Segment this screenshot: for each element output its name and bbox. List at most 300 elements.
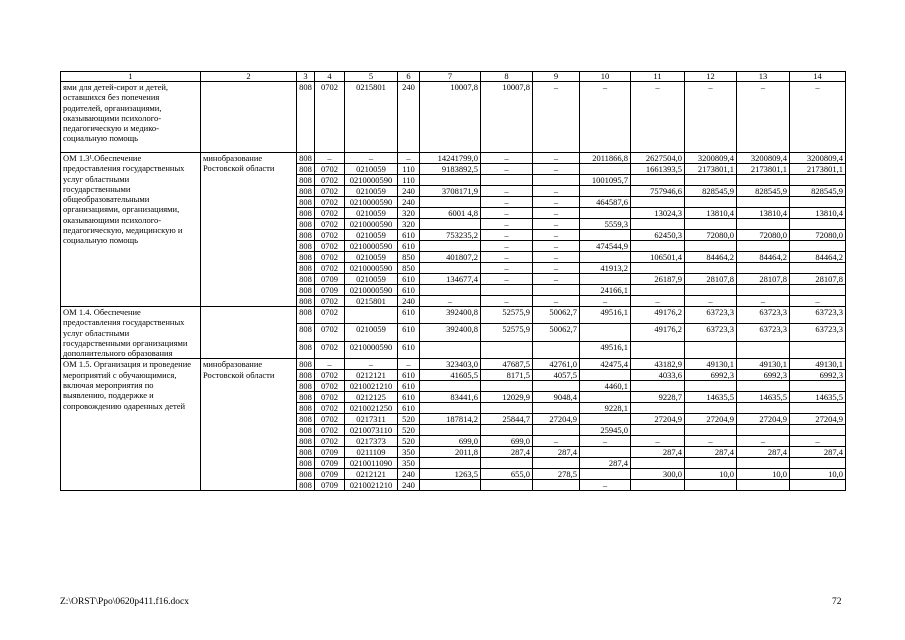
amount-cell [790, 175, 846, 186]
amount-cell: 474544,9 [580, 241, 631, 252]
column-header: 5 [345, 72, 398, 82]
code-cell: 0702 [315, 186, 345, 197]
amount-cell: 27204,9 [737, 414, 790, 425]
amount-cell [790, 403, 846, 414]
table-row [61, 82, 846, 153]
code-cell: 0702 [315, 341, 345, 359]
amount-cell [685, 480, 737, 491]
amount-cell: 10,0 [790, 469, 846, 480]
code-cell: 350 [398, 447, 420, 458]
code-cell: 808 [297, 469, 315, 480]
code-cell: 610 [398, 274, 420, 285]
amount-cell: 401807,2 [420, 252, 481, 263]
code-cell: 610 [398, 324, 420, 341]
amount-cell: 6992,3 [737, 370, 790, 381]
code-cell: 850 [398, 252, 420, 263]
amount-cell [737, 458, 790, 469]
table-row [61, 153, 846, 164]
amount-cell: 392400,8 [420, 324, 481, 341]
amount-cell: 14635,5 [685, 392, 737, 403]
amount-cell: 287,4 [481, 447, 533, 458]
amount-cell: – [533, 241, 580, 252]
code-cell: 0210000590 [345, 175, 398, 186]
amount-cell: 828545,9 [737, 186, 790, 197]
amount-cell: 13810,4 [790, 208, 846, 219]
amount-cell: 27204,9 [631, 414, 685, 425]
amount-cell: 27204,9 [790, 414, 846, 425]
amount-cell: 14635,5 [737, 392, 790, 403]
code-cell: 240 [398, 296, 420, 307]
amount-cell: 323403,0 [420, 359, 481, 370]
code-cell: 0210059 [345, 186, 398, 197]
amount-cell [737, 241, 790, 252]
amount-cell [420, 381, 481, 392]
amount-cell: 49516,1 [580, 341, 631, 359]
amount-cell: 757946,6 [631, 186, 685, 197]
amount-cell [420, 425, 481, 436]
code-cell: 0210000590 [345, 219, 398, 230]
amount-cell: 42475,4 [580, 359, 631, 370]
code-cell: 808 [297, 241, 315, 252]
amount-cell: 287,4 [737, 447, 790, 458]
amount-cell: – [481, 296, 533, 307]
amount-cell [790, 263, 846, 274]
amount-cell [580, 447, 631, 458]
amount-cell: – [685, 82, 737, 153]
amount-cell: 72080,0 [737, 230, 790, 241]
amount-cell [790, 381, 846, 392]
amount-cell: 287,4 [533, 447, 580, 458]
amount-cell: – [580, 82, 631, 153]
amount-cell [685, 341, 737, 359]
amount-cell: – [481, 208, 533, 219]
measure-description: ОМ 1.4. Обеспечение предоставления государственных услуг областными государственными организациями дополнительного образования [61, 307, 201, 359]
amount-cell: 300,0 [631, 469, 685, 480]
amount-cell [685, 458, 737, 469]
code-cell: 0709 [315, 458, 345, 469]
amount-cell [481, 458, 533, 469]
amount-cell [420, 241, 481, 252]
amount-cell [737, 197, 790, 208]
amount-cell [420, 285, 481, 296]
amount-cell [631, 241, 685, 252]
amount-cell: – [481, 164, 533, 175]
amount-cell: – [533, 186, 580, 197]
code-cell: 520 [398, 414, 420, 425]
amount-cell [631, 425, 685, 436]
code-cell: 0210059 [345, 274, 398, 285]
amount-cell [533, 285, 580, 296]
amount-cell: 6992,3 [685, 370, 737, 381]
amount-cell [737, 341, 790, 359]
amount-cell [420, 458, 481, 469]
amount-cell [790, 341, 846, 359]
amount-cell: 10007,8 [481, 82, 533, 153]
code-cell: 808 [297, 82, 315, 153]
amount-cell: 1661393,5 [631, 164, 685, 175]
code-cell: 808 [297, 480, 315, 491]
amount-cell [737, 175, 790, 186]
amount-cell: 13810,4 [685, 208, 737, 219]
amount-cell: 3200809,4 [790, 153, 846, 164]
code-cell: 850 [398, 263, 420, 274]
amount-cell: – [737, 296, 790, 307]
code-cell: 0702 [315, 208, 345, 219]
code-cell: 0210059 [345, 252, 398, 263]
code-cell: 0210059 [345, 324, 398, 341]
amount-cell [580, 414, 631, 425]
code-cell: 0702 [315, 436, 345, 447]
amount-cell [685, 285, 737, 296]
column-header: 8 [481, 72, 533, 82]
amount-cell [737, 285, 790, 296]
amount-cell: 9228,1 [580, 403, 631, 414]
amount-cell [580, 324, 631, 341]
amount-cell: – [533, 230, 580, 241]
amount-cell: 464587,6 [580, 197, 631, 208]
code-cell: 808 [297, 164, 315, 175]
amount-cell: 49516,1 [580, 307, 631, 324]
amount-cell: 12029,9 [481, 392, 533, 403]
amount-cell [737, 263, 790, 274]
amount-cell: – [685, 436, 737, 447]
code-cell: 808 [297, 186, 315, 197]
column-header: 3 [297, 72, 315, 82]
amount-cell [533, 403, 580, 414]
amount-cell: – [737, 82, 790, 153]
amount-cell: 8171,5 [481, 370, 533, 381]
amount-cell: 84464,2 [737, 252, 790, 263]
amount-cell: – [420, 296, 481, 307]
amount-cell: 63723,3 [790, 307, 846, 324]
amount-cell: 50062,7 [533, 307, 580, 324]
amount-cell: 4033,6 [631, 370, 685, 381]
code-cell: 0210000590 [345, 285, 398, 296]
amount-cell [580, 186, 631, 197]
amount-cell [631, 458, 685, 469]
code-cell: 0702 [315, 241, 345, 252]
amount-cell: 24166,1 [580, 285, 631, 296]
amount-cell: 49130,1 [685, 359, 737, 370]
amount-cell: 84464,2 [790, 252, 846, 263]
amount-cell: 1001095,7 [580, 175, 631, 186]
amount-cell [533, 175, 580, 186]
amount-cell [420, 480, 481, 491]
amount-cell [790, 425, 846, 436]
code-cell: 0702 [315, 296, 345, 307]
code-cell: 0702 [315, 370, 345, 381]
amount-cell [631, 219, 685, 230]
amount-cell [737, 480, 790, 491]
amount-cell: – [580, 480, 631, 491]
amount-cell: 63723,3 [790, 324, 846, 341]
amount-cell: 49176,2 [631, 324, 685, 341]
amount-cell: 699,0 [481, 436, 533, 447]
amount-cell: 43182,9 [631, 359, 685, 370]
amount-cell [631, 175, 685, 186]
amount-cell [790, 241, 846, 252]
budget-table-sheet [60, 71, 845, 491]
amount-cell: 27204,9 [685, 414, 737, 425]
amount-cell: – [533, 164, 580, 175]
code-cell: 808 [297, 197, 315, 208]
amount-cell: 49130,1 [737, 359, 790, 370]
column-header: 7 [420, 72, 481, 82]
code-cell: 0210000590 [345, 197, 398, 208]
amount-cell: – [685, 296, 737, 307]
amount-cell: 84464,2 [685, 252, 737, 263]
code-cell: 0702 [315, 252, 345, 263]
code-cell: 0210059 [345, 208, 398, 219]
amount-cell: 9228,7 [631, 392, 685, 403]
amount-cell: 10007,8 [420, 82, 481, 153]
amount-cell: – [631, 436, 685, 447]
code-cell: 0709 [315, 480, 345, 491]
code-cell: 320 [398, 219, 420, 230]
amount-cell: 2173801,1 [685, 164, 737, 175]
amount-cell: 83441,6 [420, 392, 481, 403]
responsible-executor [201, 82, 297, 153]
code-cell: 0211109 [345, 447, 398, 458]
amount-cell: 25945,0 [580, 425, 631, 436]
amount-cell: 2627504,0 [631, 153, 685, 164]
code-cell: 0702 [315, 82, 345, 153]
amount-cell [420, 175, 481, 186]
code-cell: 808 [297, 252, 315, 263]
code-cell: 0215801 [345, 296, 398, 307]
table-header-row [61, 72, 846, 82]
code-cell: 610 [398, 370, 420, 381]
amount-cell [790, 458, 846, 469]
code-cell: 0702 [315, 263, 345, 274]
code-cell: 0702 [315, 219, 345, 230]
amount-cell: 62450,3 [631, 230, 685, 241]
code-cell: 808 [297, 285, 315, 296]
amount-cell: 14241799,0 [420, 153, 481, 164]
measure-description: ОМ 1.5. Организация и проведение мероприятий с обучающимися, включая мероприятия по выявлению, поддержке и сопровождению одаренных детей [61, 359, 201, 491]
code-cell: 0215801 [345, 82, 398, 153]
code-cell: 0212121 [345, 370, 398, 381]
amount-cell: – [790, 82, 846, 153]
code-cell: 0702 [315, 197, 345, 208]
amount-cell: 52575,9 [481, 324, 533, 341]
amount-cell: 4460,1 [580, 381, 631, 392]
code-cell: – [398, 153, 420, 164]
amount-cell [737, 425, 790, 436]
code-cell: 610 [398, 241, 420, 252]
code-cell: 240 [398, 480, 420, 491]
amount-cell [737, 403, 790, 414]
code-cell: 610 [398, 307, 420, 324]
amount-cell [790, 285, 846, 296]
column-header: 14 [790, 72, 846, 82]
amount-cell: – [481, 241, 533, 252]
amount-cell: – [533, 197, 580, 208]
code-cell: 240 [398, 82, 420, 153]
column-header: 2 [201, 72, 297, 82]
amount-cell: – [481, 252, 533, 263]
amount-cell: – [790, 296, 846, 307]
amount-cell: – [533, 274, 580, 285]
code-cell: 0210059 [345, 230, 398, 241]
amount-cell: – [533, 153, 580, 164]
amount-cell [631, 381, 685, 392]
amount-cell: 28107,8 [737, 274, 790, 285]
amount-cell [685, 241, 737, 252]
amount-cell: 287,4 [580, 458, 631, 469]
amount-cell [481, 480, 533, 491]
code-cell: 0210073110 [345, 425, 398, 436]
amount-cell: – [533, 263, 580, 274]
amount-cell: – [481, 230, 533, 241]
code-cell: 0212121 [345, 469, 398, 480]
amount-cell: 49176,2 [631, 307, 685, 324]
amount-cell [580, 252, 631, 263]
amount-cell [420, 403, 481, 414]
amount-cell [685, 175, 737, 186]
code-cell: 808 [297, 263, 315, 274]
amount-cell [580, 208, 631, 219]
code-cell: 808 [297, 359, 315, 370]
amount-cell: 106501,4 [631, 252, 685, 263]
code-cell: 0210011090 [345, 458, 398, 469]
amount-cell: 753235,2 [420, 230, 481, 241]
code-cell: 0702 [315, 230, 345, 241]
amount-cell [533, 458, 580, 469]
amount-cell [790, 197, 846, 208]
code-cell: 520 [398, 425, 420, 436]
amount-cell: – [533, 436, 580, 447]
amount-cell: 63723,3 [685, 307, 737, 324]
column-header: 10 [580, 72, 631, 82]
code-cell: 0210021210 [345, 480, 398, 491]
code-cell: – [398, 359, 420, 370]
code-cell: 808 [297, 208, 315, 219]
budget-table [60, 71, 846, 491]
code-cell: 808 [297, 458, 315, 469]
amount-cell [580, 392, 631, 403]
amount-cell [631, 285, 685, 296]
code-cell: 0212125 [345, 392, 398, 403]
amount-cell: 287,4 [790, 447, 846, 458]
amount-cell: – [481, 153, 533, 164]
amount-cell: 10,0 [685, 469, 737, 480]
amount-cell: 9048,4 [533, 392, 580, 403]
amount-cell: 52575,9 [481, 307, 533, 324]
amount-cell: 3200809,4 [685, 153, 737, 164]
amount-cell: 392400,8 [420, 307, 481, 324]
code-cell: 610 [398, 341, 420, 359]
code-cell: 0210059 [345, 164, 398, 175]
amount-cell: 5559,3 [580, 219, 631, 230]
measure-description: ями для детей-сирот и детей, оставшихся без попечения родителей, организациями, оказывающими психолого-педагогическую и медико-социальную помощь [61, 82, 201, 153]
amount-cell [737, 219, 790, 230]
amount-cell [631, 263, 685, 274]
amount-cell: 26187,9 [631, 274, 685, 285]
amount-cell [481, 381, 533, 392]
amount-cell [685, 197, 737, 208]
code-cell: 240 [398, 186, 420, 197]
code-cell: 808 [297, 425, 315, 436]
code-cell: 808 [297, 370, 315, 381]
amount-cell: 49130,1 [790, 359, 846, 370]
code-cell: 808 [297, 392, 315, 403]
amount-cell: 2173801,1 [790, 164, 846, 175]
amount-cell [737, 381, 790, 392]
table-row [61, 359, 846, 370]
amount-cell [420, 219, 481, 230]
code-cell: 0702 [315, 414, 345, 425]
code-cell: – [315, 153, 345, 164]
amount-cell: – [533, 296, 580, 307]
code-cell: 808 [297, 175, 315, 186]
code-cell: – [345, 153, 398, 164]
code-cell: 0709 [315, 285, 345, 296]
code-cell [345, 307, 398, 324]
code-cell: 110 [398, 164, 420, 175]
code-cell: 610 [398, 285, 420, 296]
amount-cell [631, 341, 685, 359]
code-cell: 610 [398, 392, 420, 403]
code-cell: 0217373 [345, 436, 398, 447]
amount-cell [420, 341, 481, 359]
amount-cell: 47687,5 [481, 359, 533, 370]
page-number: 72 [832, 597, 842, 607]
code-cell: 0709 [315, 469, 345, 480]
code-cell: 808 [297, 274, 315, 285]
code-cell: 610 [398, 230, 420, 241]
amount-cell: 50062,7 [533, 324, 580, 341]
amount-cell: 63723,3 [737, 324, 790, 341]
code-cell: 240 [398, 197, 420, 208]
amount-cell: 2011866,8 [580, 153, 631, 164]
code-cell: 0210021250 [345, 403, 398, 414]
amount-cell: – [580, 436, 631, 447]
amount-cell: 287,4 [685, 447, 737, 458]
amount-cell [481, 285, 533, 296]
code-cell: 808 [297, 403, 315, 414]
code-cell: 0709 [315, 274, 345, 285]
code-cell: 808 [297, 219, 315, 230]
amount-cell: 655,0 [481, 469, 533, 480]
code-cell: 0210021210 [345, 381, 398, 392]
responsible-executor [201, 307, 297, 359]
amount-cell [685, 263, 737, 274]
code-cell: 808 [297, 447, 315, 458]
amount-cell [481, 175, 533, 186]
amount-cell: 1263,5 [420, 469, 481, 480]
amount-cell [481, 403, 533, 414]
amount-cell: 14635,5 [790, 392, 846, 403]
amount-cell: – [533, 208, 580, 219]
amount-cell: 2011,8 [420, 447, 481, 458]
amount-cell [685, 381, 737, 392]
amount-cell: 41605,5 [420, 370, 481, 381]
amount-cell: 63723,3 [737, 307, 790, 324]
code-cell: 808 [297, 230, 315, 241]
code-cell: 808 [297, 324, 315, 341]
column-header: 11 [631, 72, 685, 82]
amount-cell: 287,4 [631, 447, 685, 458]
code-cell: 350 [398, 458, 420, 469]
code-cell: 0702 [315, 392, 345, 403]
amount-cell [580, 370, 631, 381]
code-cell: 0210000590 [345, 341, 398, 359]
amount-cell: 13024,3 [631, 208, 685, 219]
amount-cell: 6001 4,8 [420, 208, 481, 219]
amount-cell [685, 425, 737, 436]
code-cell: 0709 [315, 447, 345, 458]
